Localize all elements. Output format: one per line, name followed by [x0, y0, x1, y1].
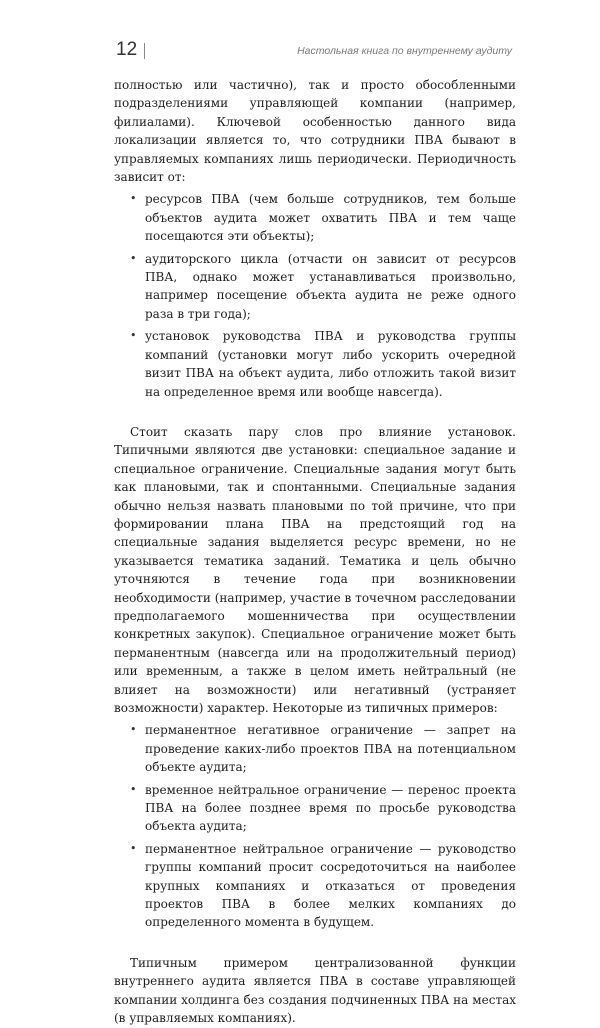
list-item	[114, 781, 516, 836]
list-item-text: перманентное негативное ограничение — запрет на проведение каких-либо проектов ПВА на потенциальном объекте аудита;	[145, 723, 516, 775]
page-header	[116, 39, 512, 63]
list-item	[114, 327, 516, 401]
list-item	[114, 840, 516, 932]
list-item-text: временное нейтральное ограничение — перенос проекта ПВА на более позднее время по просьбе руководства объекта аудита;	[145, 782, 516, 834]
running-title: Настольная книга по внутреннему аудиту	[297, 45, 512, 57]
paragraph-3: Типичным примером централизованной функции внутреннего аудита является ПВА в составе управляющей компании холдинга без создания подчиненных ПВА на местах (в управляемых компаниях).	[114, 955, 516, 1026]
bullet-list-2	[114, 721, 516, 931]
spacer	[114, 936, 516, 954]
list-item-text: ресурсов ПВА (чем больше сотрудников, тем больше объектов аудита может охватить ПВА и тем чаще посещаются эти объекты);	[145, 192, 516, 244]
page-body	[114, 76, 516, 1028]
header-divider	[144, 43, 145, 59]
bullet-icon: •	[130, 192, 137, 206]
bullet-icon: •	[130, 251, 137, 265]
list-item-text: перманентное нейтральное ограничение — руководство группы компаний просит сосредоточиться на наиболее крупных компаниях и отказаться от проведения проектов ПВА в более мелких компаниях до определенного момента в будущем.	[145, 841, 516, 930]
list-item	[114, 190, 516, 245]
paragraph-1: полностью или частично), так и просто обособленными подразделениями управляющей компании (например, филиалами). Ключевой особенностью данного вида локализации является то, что сотрудники ПВА бывают в управляемых компаниях лишь периодически. Периодичность зависит от:	[114, 78, 516, 185]
bullet-icon: •	[130, 723, 137, 737]
list-item	[114, 250, 516, 324]
list-item-text: аудиторского цикла (отчасти он зависит от ресурсов ПВА, однако может устанавливаться произвольно, например посещение объекта аудита не реже одного раза в три года);	[145, 251, 516, 321]
paragraph-2: Стоит сказать пару слов про влияние установок. Типичными являются две установки: специальное задание и специальное ограничение. Специальные задания могут быть как плановыми, так и спонтанными. Специальные задания обычно нельзя назвать плановыми по той причине, что при формировании плана ПВА на предстоящий год на специальные задания выделяется ресурс времени, но не указывается тематика заданий. Тематика и цель обычно уточняются в течение года при возникновении необходимости (например, участие в точечном расследовании предполагаемого мошенничества при осуществлении конкретных закупок). Специальное ограничение может быть перманентным (навсегда или на продолжительный период) или временным, а также в целом иметь нейтральный (не влияет на возможности) или негативный (устраняет возможности) характер. Некоторые из типичных примеров:	[114, 424, 516, 715]
bullet-icon: •	[130, 329, 137, 343]
spacer	[114, 405, 516, 423]
bullet-icon: •	[130, 782, 137, 796]
bullet-icon: •	[130, 841, 137, 855]
list-item	[114, 721, 516, 776]
bullet-list-1	[114, 190, 516, 400]
page-number: 12	[116, 39, 138, 60]
list-item-text: установок руководства ПВА и руководства группы компаний (установки могут либо ускорить очередной визит ПВА на объект аудита, либо отложить такой визит на определенное время или вообще навсегда).	[145, 329, 516, 399]
